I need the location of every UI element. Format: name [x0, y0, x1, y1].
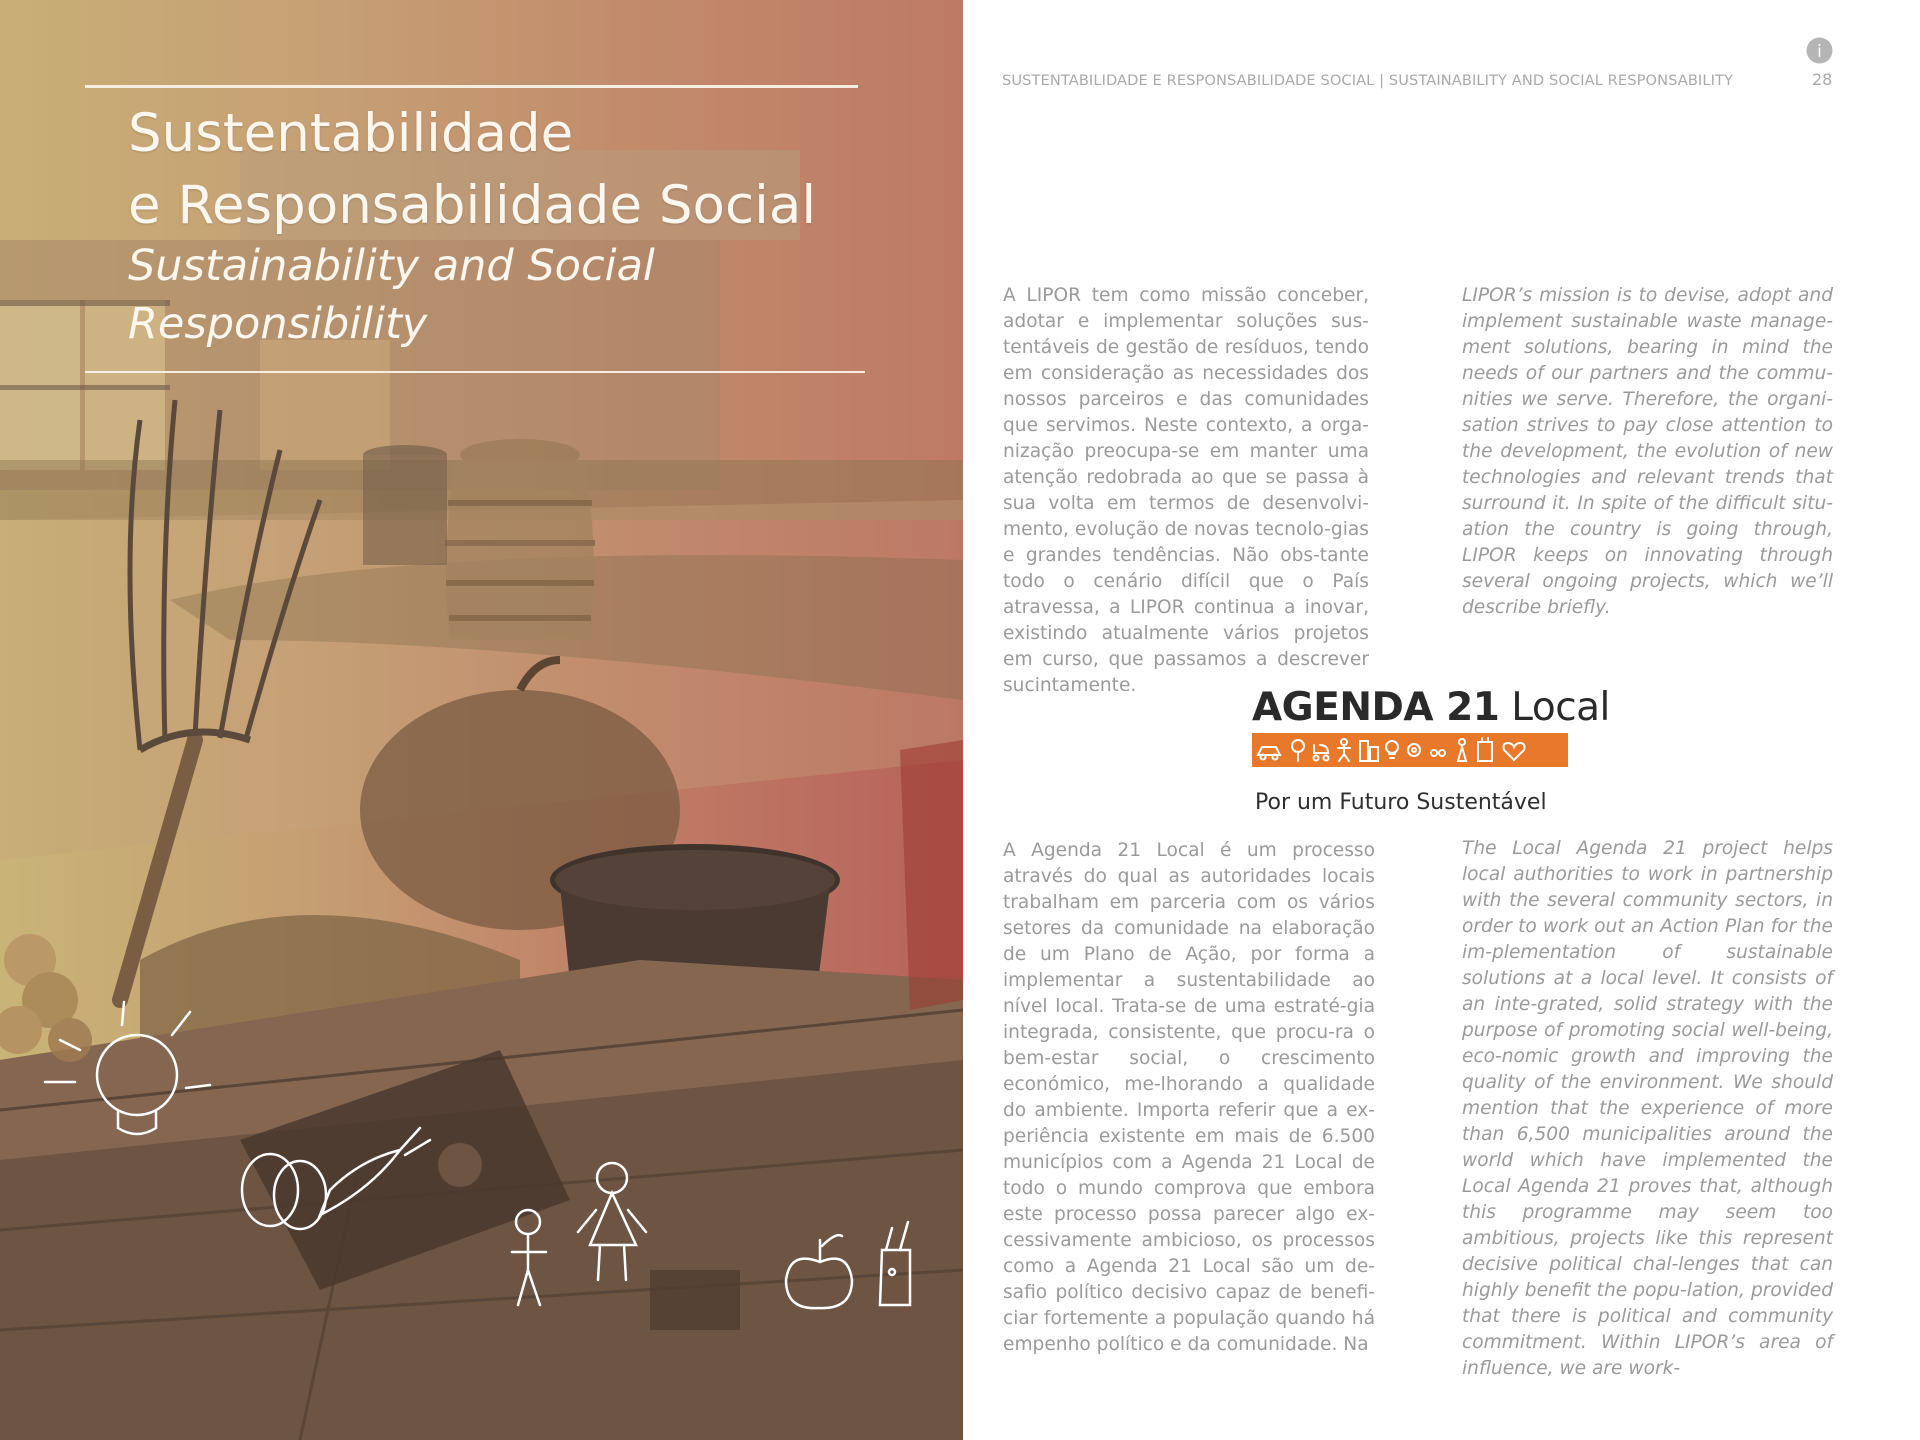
cover-title-pt-line1: Sustentabilidade [128, 103, 574, 164]
agenda-21-logo [1252, 685, 1610, 820]
agenda-logo-subtitle: Por um Futuro Sustentável [1255, 790, 1547, 815]
info-icon [1806, 37, 1833, 64]
title-bottom-rule [85, 371, 865, 373]
running-head: SUSTENTABILIDADE E RESPONSABILIDADE SOCIAL | SUSTAINABILITY AND SOCIAL RESPONSABILITY [1002, 72, 1734, 89]
intro-text-pt: A LIPOR tem como missão conceber, adotar e implementar soluções sus-tentáveis de gestão de resíduos, tendo em consideração as necessidades dos nossos parceiros e das comunidades que servimos. Neste contexto, a orga-nização preocupa-se em manter uma atenção redobrada ao que se passa à sua volta em termos de desenvolvi-mento, evolução de novas tecnolo-gias e grandes tendências. Não obs-tante todo o cenário difícil que o País atravessa, a LIPOR continua a inovar, existindo atualmente vários projetos em curso, que passamos a descrever sucintamente. [1003, 285, 1369, 696]
agenda-text-pt: A Agenda 21 Local é um processo através do qual as autoridades locais trabalham em parceria com os vários setores da comunidade na elaboração de um Plano de Ação, por forma a implementar a sustentabilidade ao nível local. Trata-se de uma estraté-gia integrada, consistente, que procu-ra o bem-estar social, o crescimento económico, me-lhorando a qualidade do ambiente. Importa referir que a ex-periência existente em mais de 6.500 municípios com a Agenda 21 Local de todo o mundo comprova que embora este processo possa parecer algo ex-cessivamente ambicioso, os processos como a Agenda 21 Local são um de-safio político decisivo capaz de benefi-ciar fortemente a população quando há empenho político e da comunidade. Na [1003, 840, 1375, 1355]
agenda-icon-strip [1252, 733, 1568, 767]
cover-title-en-line1: Sustainability and Social [128, 241, 655, 291]
intro-text-en: LIPOR’s mission is to devise, adopt and implement sustainable waste manage-ment solutions, bearing in mind the needs of our partners and the commu-nities we serve. Therefore, the organi-sation strives to pay close attention to the development, the evolution of new technologies and relevant trends that surround it. In spite of the difficult situ-ation the country is going through, LIPOR keeps on innovating through several ongoing projects, which we’ll describe briefly. [1462, 285, 1833, 618]
title-top-rule [85, 85, 858, 88]
cover-title-pt-line2: e Responsabilidade Social [128, 175, 817, 236]
agenda-logo-title [1252, 685, 1610, 731]
agenda-text-en: The Local Agenda 21 project helps local authorities to work in partnership with the several community sectors, in order to work out an Action Plan for the im-plementation of sustainable solutions at a local level. It consists of an inte-grated, solid strategy with the purpose of promoting social well-being, eco-nomic growth and improving the quality of the environment. We should mention that the experience of more than 6,500 municipalities around the world which have implemented the Local Agenda 21 proves that, although this programme may seem too ambitious, projects like this represent decisive political chal-lenges that can highly benefit the popu-lation, provided that there is political and community commitment. Within LIPOR’s area of influence, we are work- [1462, 838, 1833, 1379]
svg-text:i: i [1817, 42, 1822, 62]
agenda-logo-title-bold: AGENDA 21 [1252, 685, 1500, 730]
agenda-bar-background [1252, 733, 1568, 767]
agenda-logo-title-light: Local [1511, 685, 1610, 730]
cover-title-en-line2: Responsibility [128, 299, 428, 349]
page-number: 28 [1812, 70, 1833, 89]
composter [445, 439, 595, 640]
